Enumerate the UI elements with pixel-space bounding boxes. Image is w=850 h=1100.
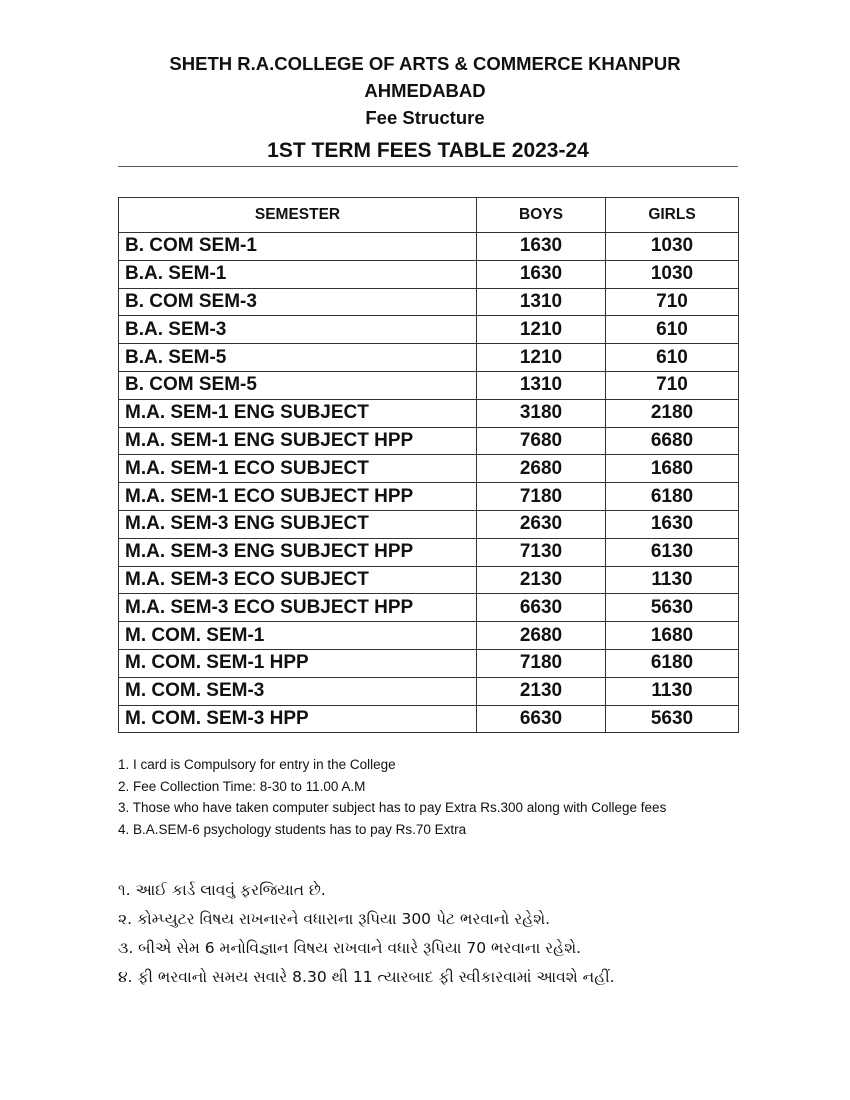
cell-girls-fee: 5630 — [606, 594, 739, 622]
cell-semester: M.A. SEM-1 ENG SUBJECT HPP — [119, 427, 477, 455]
cell-girls-fee: 1030 — [606, 260, 739, 288]
table-row — [119, 344, 739, 372]
cell-semester: M.A. SEM-3 ENG SUBJECT HPP — [119, 538, 477, 566]
cell-girls-fee: 710 — [606, 371, 739, 399]
cell-boys-fee: 2630 — [477, 510, 606, 538]
note-en-2: 2. Fee Collection Time: 8-30 to 11.00 A.M — [118, 778, 366, 794]
cell-boys-fee: 2680 — [477, 622, 606, 650]
cell-girls-fee: 1130 — [606, 677, 739, 705]
cell-semester: B.A. SEM-3 — [119, 316, 477, 344]
notes-english — [118, 754, 778, 840]
cell-semester: M.A. SEM-1 ECO SUBJECT — [119, 455, 477, 483]
column-header-semester: SEMESTER — [119, 198, 477, 233]
cell-boys-fee: 2680 — [477, 455, 606, 483]
cell-boys-fee: 6630 — [477, 594, 606, 622]
fees-table — [118, 197, 739, 733]
cell-girls-fee: 2180 — [606, 399, 739, 427]
cell-girls-fee: 5630 — [606, 705, 739, 733]
cell-semester: B.A. SEM-5 — [119, 344, 477, 372]
table-row — [119, 510, 739, 538]
note-en-3: 3. Those who have taken computer subject has to pay Extra Rs.300 along with College fees — [118, 800, 667, 815]
cell-girls-fee: 1680 — [606, 622, 739, 650]
cell-boys-fee: 7680 — [477, 427, 606, 455]
cell-girls-fee: 1630 — [606, 510, 739, 538]
cell-semester: M. COM. SEM-3 — [119, 677, 477, 705]
cell-boys-fee: 1210 — [477, 344, 606, 372]
table-row — [119, 649, 739, 677]
cell-boys-fee: 7130 — [477, 538, 606, 566]
table-row — [119, 594, 739, 622]
table-row — [119, 538, 739, 566]
cell-boys-fee: 2130 — [477, 566, 606, 594]
table-row — [119, 233, 739, 261]
table-row — [119, 622, 739, 650]
cell-semester: M. COM. SEM-1 — [119, 622, 477, 650]
table-row — [119, 371, 739, 399]
table-row — [119, 260, 739, 288]
cell-boys-fee: 3180 — [477, 399, 606, 427]
cell-boys-fee: 1310 — [477, 288, 606, 316]
cell-semester: B. COM SEM-5 — [119, 371, 477, 399]
note-en-1: 1. I card is Compulsory for entry in the College — [118, 757, 396, 772]
table-row — [119, 316, 739, 344]
cell-girls-fee: 1130 — [606, 566, 739, 594]
cell-girls-fee: 610 — [606, 316, 739, 344]
cell-boys-fee: 6630 — [477, 705, 606, 733]
note-gu-1: ૧. આઈ કાર્ડ લાવવું ફરજિયાત છે. — [118, 881, 326, 899]
cell-boys-fee: 1310 — [477, 371, 606, 399]
cell-boys-fee: 2130 — [477, 677, 606, 705]
cell-semester: M.A. SEM-3 ENG SUBJECT — [119, 510, 477, 538]
note-en-4: 4. B.A.SEM-6 psychology students has to pay Rs.70 Extra — [118, 821, 467, 837]
column-header-girls: GIRLS — [606, 198, 739, 233]
cell-girls-fee: 6680 — [606, 427, 739, 455]
cell-girls-fee: 6180 — [606, 649, 739, 677]
table-row — [119, 705, 739, 733]
table-row — [119, 566, 739, 594]
table-row — [119, 455, 739, 483]
cell-girls-fee: 710 — [606, 288, 739, 316]
cell-boys-fee: 7180 — [477, 649, 606, 677]
cell-semester: M.A. SEM-3 ECO SUBJECT HPP — [119, 594, 477, 622]
table-row — [119, 677, 739, 705]
cell-semester: M.A. SEM-1 ECO SUBJECT HPP — [119, 483, 477, 511]
fees-table-body — [119, 233, 739, 733]
note-gu-4: ૪. ફી ભરવાનો સમય સવારે 8.30 થી 11 ત્યારબાદ ફી સ્વીકારવામાં આવશે નહીં. — [118, 968, 615, 986]
cell-girls-fee: 610 — [606, 344, 739, 372]
table-header-row — [119, 198, 739, 233]
cell-semester: B. COM SEM-1 — [119, 233, 477, 261]
cell-semester: B. COM SEM-3 — [119, 288, 477, 316]
cell-semester: M. COM. SEM-1 HPP — [119, 649, 477, 677]
cell-semester: M.A. SEM-3 ECO SUBJECT — [119, 566, 477, 594]
cell-semester: M.A. SEM-1 ENG SUBJECT — [119, 399, 477, 427]
cell-semester: M. COM. SEM-3 HPP — [119, 705, 477, 733]
cell-boys-fee: 1630 — [477, 233, 606, 261]
table-row — [119, 399, 739, 427]
table-row — [119, 288, 739, 316]
cell-boys-fee: 1630 — [477, 260, 606, 288]
college-name: SHETH R.A.COLLEGE OF ARTS & COMMERCE KHANPUR — [169, 53, 681, 74]
table-row — [119, 427, 739, 455]
table-row — [119, 483, 739, 511]
note-gu-2: ૨. કોમ્પ્યુટર વિષય રાખનારને વધારાના રૂપિયા 300 પેટ ભરવાનો રહેશે. — [118, 910, 551, 928]
college-city: AHMEDABAD — [364, 80, 486, 101]
term-fees-title: 1ST TERM FEES TABLE 2023-24 — [118, 138, 738, 167]
column-header-boys: BOYS — [477, 198, 606, 233]
document-subtitle: Fee Structure — [365, 107, 485, 128]
cell-semester: B.A. SEM-1 — [119, 260, 477, 288]
cell-boys-fee: 7180 — [477, 483, 606, 511]
cell-girls-fee: 1680 — [606, 455, 739, 483]
cell-girls-fee: 6130 — [606, 538, 739, 566]
notes-gujarati — [118, 876, 778, 992]
cell-girls-fee: 6180 — [606, 483, 739, 511]
cell-girls-fee: 1030 — [606, 233, 739, 261]
cell-boys-fee: 1210 — [477, 316, 606, 344]
note-gu-3: ૩. બીએ સેમ 6 મનોવિજ્ઞાન વિષય રાખવાને વધારે રૂપિયા 70 ભરવાના રહેશે. — [118, 939, 582, 957]
document-header — [0, 50, 850, 131]
